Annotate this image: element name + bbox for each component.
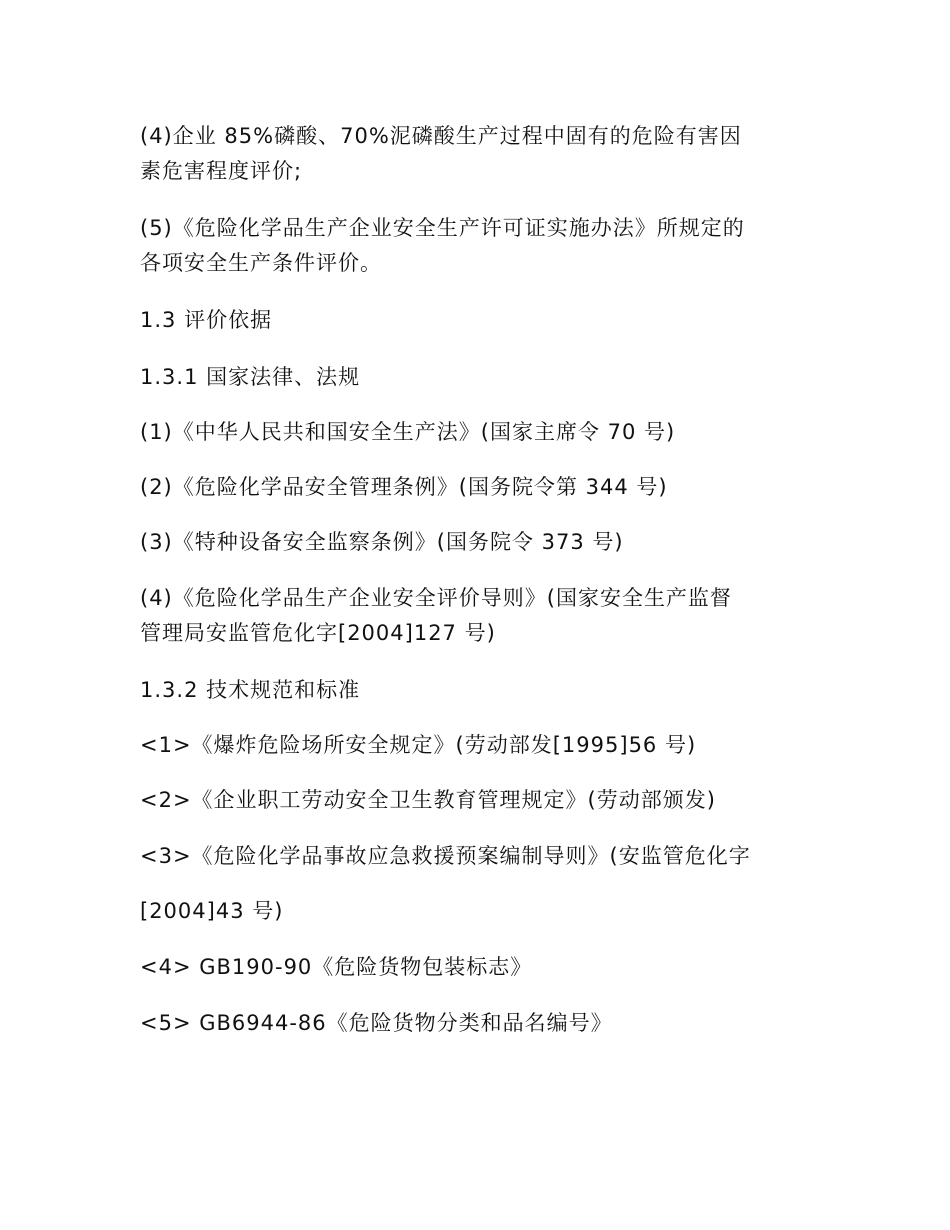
item-4-line-1: (4)企业 85%磷酸、70%泥磷酸生产过程中固有的危险有害因: [140, 124, 742, 148]
item-5-line-2: 各项安全生产条件评价。: [140, 251, 382, 275]
law-item-4-line-2: 管理局安监管危化字[2004]127 号): [140, 621, 496, 645]
section-heading-1-3: 1.3 评价依据: [140, 308, 273, 332]
standard-item-5: <5> GB6944-86《危险货物分类和品名编号》: [140, 1011, 613, 1035]
section-heading-1-3-2: 1.3.2 技术规范和标准: [140, 678, 361, 702]
standard-item-3-line-1: <3>《危险化学品事故应急救援预案编制导则》(安监管危化字: [140, 844, 751, 868]
law-item-3: (3)《特种设备安全监察条例》(国务院令 373 号): [140, 530, 624, 554]
law-item-2: (2)《危险化学品安全管理条例》(国务院令第 344 号): [140, 475, 668, 499]
item-5-line-1: (5)《危险化学品生产企业安全生产许可证实施办法》所规定的: [140, 216, 745, 240]
standard-item-3-line-2: [2004]43 号): [140, 899, 284, 923]
standard-item-1: <1>《爆炸危险场所安全规定》(劳动部发[1995]56 号): [140, 733, 697, 757]
section-heading-1-3-1: 1.3.1 国家法律、法规: [140, 365, 361, 389]
standard-item-4: <4> GB190-90《危险货物包装标志》: [140, 955, 533, 979]
standard-item-2: <2>《企业职工劳动安全卫生教育管理规定》(劳动部颁发): [140, 788, 716, 812]
item-4-line-2: 素危害程度评价;: [140, 159, 303, 183]
law-item-4-line-1: (4)《危险化学品生产企业安全评价导则》(国家安全生产监督: [140, 586, 732, 610]
law-item-1: (1)《中华人民共和国安全生产法》(国家主席令 70 号): [140, 420, 676, 444]
